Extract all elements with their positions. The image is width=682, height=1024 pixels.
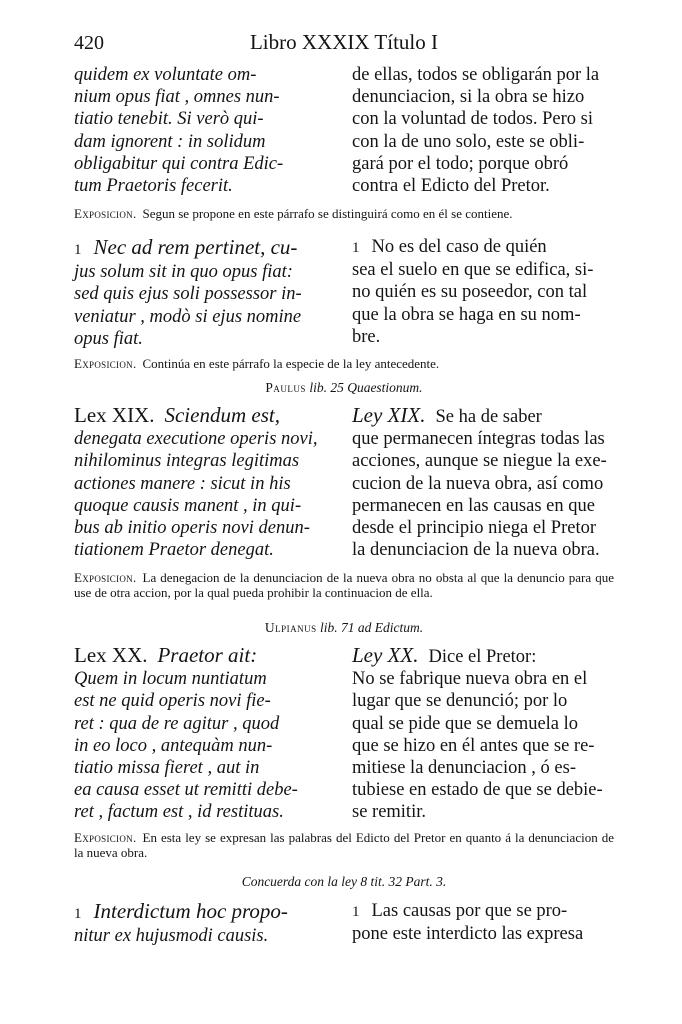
spanish-line: que permanecen íntegras todas las <box>352 429 605 450</box>
spanish-line: gará por el todo; porque obró <box>352 153 569 174</box>
law-number: Ley XX. <box>352 643 419 667</box>
spanish-line: lugar que se denunció; por lo <box>352 691 568 712</box>
latin-line: in eo loco , antequàm nun- <box>74 735 273 756</box>
spanish-line: No se fabrique nueva obra en el <box>352 669 588 690</box>
source-author: Paulus <box>265 380 306 395</box>
paragraph-number: 1 <box>74 906 82 922</box>
exposicion-note <box>74 570 614 600</box>
paragraph-number: 1 <box>352 240 360 256</box>
spanish-line: con la voluntad de todos. Pero si <box>352 109 593 130</box>
latin-line: opus fiat. <box>74 328 143 349</box>
latin-line: tiatio tenebit. Si verò qui- <box>74 109 264 130</box>
latin-column <box>74 644 332 824</box>
source-citation <box>74 620 614 636</box>
latin-line: quidem ex voluntate om- <box>74 65 257 85</box>
spanish-line: se remitir. <box>352 802 426 823</box>
source-work: lib. 25 Quaestionum. <box>309 380 423 395</box>
spanish-column <box>352 64 614 197</box>
concordance-note: Concuerda con la ley 8 tit. 32 Part. 3. <box>241 874 447 889</box>
exposicion-text: Segun se propone en este párrafo se distinguirá como en él se contiene. <box>142 206 513 221</box>
spanish-column <box>352 900 614 945</box>
page-header <box>74 28 614 58</box>
law-number: Ley XIX. <box>352 403 426 427</box>
spanish-line: tubiese en estado de que se debie- <box>352 780 603 801</box>
spanish-line: de ellas, todos se obligarán por la <box>352 65 600 85</box>
spanish-column <box>352 404 614 561</box>
spanish-line: la denunciacion de la nueva obra. <box>352 540 600 561</box>
paragraph-number: 1 <box>74 242 82 258</box>
exposicion-text: En esta ley se expresan las palabras del Edicto del Pretor en quanto á la denunciacion de la nueva obra. <box>74 830 614 860</box>
latin-line: nium opus fiat , omnes nun- <box>74 87 280 108</box>
law-block-xix <box>74 404 614 564</box>
exposicion-note <box>74 830 614 860</box>
latin-column <box>74 900 332 947</box>
latin-column <box>74 404 332 561</box>
latin-lead: Praetor ait: <box>157 643 258 667</box>
spanish-line: con la de uno solo, este se obli- <box>352 131 585 152</box>
latin-column <box>74 64 332 197</box>
law-number: Lex XX. <box>74 643 148 667</box>
paragraph-number: 1 <box>352 904 360 920</box>
spanish-line: pone este interdicto las expresa <box>352 924 584 945</box>
latin-line: tum Praetoris fecerit. <box>74 176 233 197</box>
running-title: Libro XXXIX Título I <box>249 30 438 54</box>
spanish-line: que la obra se haga en su nom- <box>352 304 581 325</box>
latin-lead: Interdictum hoc propo- <box>93 899 288 923</box>
exposicion-text: Continúa en este párrafo la especie de la ley antecedente. <box>142 356 440 371</box>
latin-line: obligabitur qui contra Edic- <box>74 153 284 174</box>
spanish-line: que se hizo en él antes que se re- <box>352 735 595 756</box>
latin-line: ret , factum est , id restituas. <box>74 802 284 823</box>
spanish-line: acciones, aunque se niegue la exe- <box>352 451 607 472</box>
latin-line: sed quis ejus soli possessor in- <box>74 284 302 305</box>
spanish-lead: Las causas por que se pro- <box>371 901 568 921</box>
exposicion-label: Exposicion. <box>74 206 137 221</box>
latin-line: actiones manere : sicut in his <box>74 473 291 494</box>
source-work: lib. 71 ad Edictum. <box>320 620 424 635</box>
latin-line: jus solum sit in quo opus fiat: <box>74 262 293 283</box>
exposicion-text: La denegacion de la denunciacion de la nueva obra no obsta al que la denuncio para que use de otra accion, por la qual pueda prohibir la continuacion de ella. <box>74 570 614 600</box>
latin-line: est ne quid operis novi fie- <box>74 691 271 712</box>
latin-lead: Sciendum est, <box>164 403 280 427</box>
spanish-lead: No es del caso de quién <box>371 237 547 257</box>
exposicion-label: Exposicion. <box>74 830 137 845</box>
latin-line: ea causa esset ut remitti debe- <box>74 780 298 801</box>
paragraph-block-5 <box>74 900 614 950</box>
page-number: 420 <box>74 32 104 54</box>
spanish-line: desde el principio niega el Pretor <box>352 518 597 539</box>
spanish-line: sea el suelo en que se edifica, si- <box>352 260 594 281</box>
latin-line: ret : qua de re agitur , quod <box>74 713 280 734</box>
latin-line: quoque causis manent , in qui- <box>74 495 302 516</box>
spanish-line: denunciacion, si la obra se hizo <box>352 87 585 108</box>
source-citation <box>74 380 614 396</box>
law-block-xx <box>74 644 614 824</box>
latin-column <box>74 236 332 350</box>
spanish-line: mitiese la denunciacion , ó es- <box>352 758 576 779</box>
spanish-lead: Se ha de saber <box>435 407 542 427</box>
spanish-line: bre. <box>352 326 381 347</box>
latin-line: tiatio missa fieret , aut in <box>74 758 260 779</box>
paragraph-block-1 <box>74 64 614 198</box>
latin-line: veniatur , modò si ejus nomine <box>74 306 302 327</box>
spanish-line: cucion de la nueva obra, así como <box>352 473 604 494</box>
latin-line: nitur ex hujusmodi causis. <box>74 926 269 947</box>
spanish-line: no quién es su poseedor, con tal <box>352 282 588 303</box>
spanish-lead: Dice el Pretor: <box>428 647 537 667</box>
spanish-line: contra el Edicto del Pretor. <box>352 176 550 197</box>
latin-line: tiationem Praetor denegat. <box>74 540 274 561</box>
spanish-line: permanecen en las causas en que <box>352 495 595 516</box>
exposicion-label: Exposicion. <box>74 356 137 371</box>
law-number: Lex XIX. <box>74 403 155 427</box>
spanish-line: qual se pide que se demuela lo <box>352 713 579 734</box>
spanish-column <box>352 644 614 824</box>
source-author: Ulpianus <box>264 620 317 635</box>
latin-line: Quem in locum nuntiatum <box>74 669 267 690</box>
latin-line: denegata executione operis novi, <box>74 429 318 450</box>
latin-line: bus ab initio operis novi denun- <box>74 518 310 539</box>
latin-line: dam ignorent : in solidum <box>74 131 266 152</box>
spanish-column <box>352 236 614 348</box>
latin-line: nihilominus integras legitimas <box>74 451 300 472</box>
exposicion-note <box>74 206 614 221</box>
paragraph-block-2 <box>74 236 614 348</box>
exposicion-label: Exposicion. <box>74 570 137 585</box>
latin-lead: Nec ad rem pertinet, cu- <box>93 235 298 259</box>
exposicion-note <box>74 356 614 371</box>
